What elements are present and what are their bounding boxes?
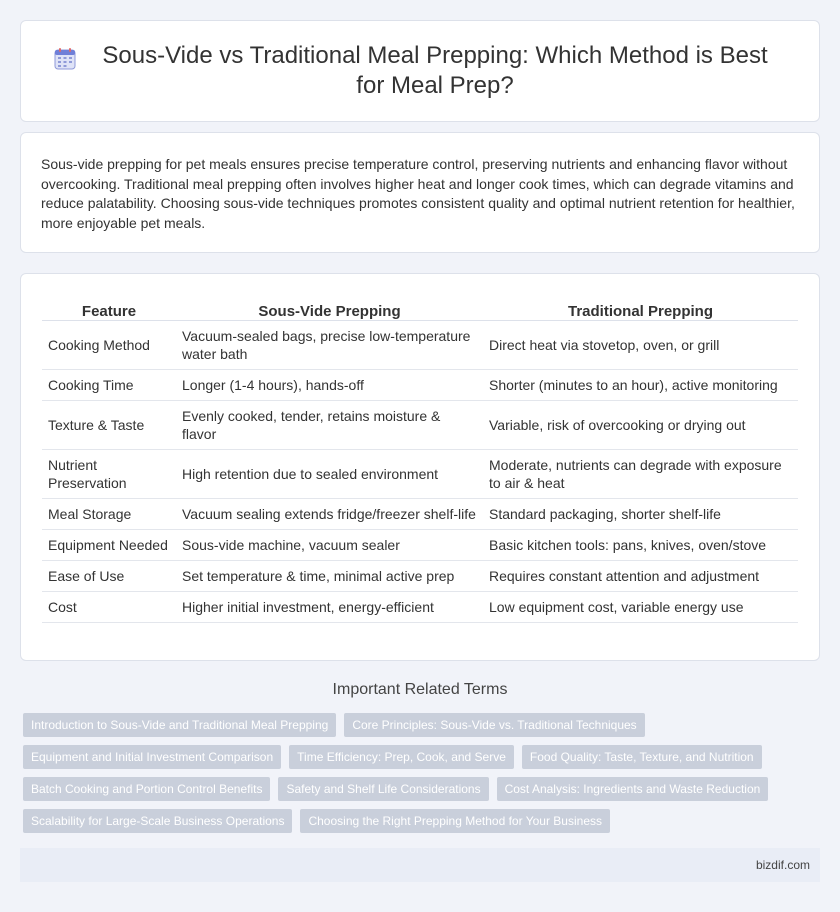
table-row: [42, 369, 798, 400]
related-term-link[interactable]: Choosing the Right Prepping Method for Your Business: [300, 809, 610, 833]
table-row: [42, 449, 798, 498]
tag-row: [23, 745, 823, 769]
table-header-row: [42, 296, 798, 320]
table-cell: Standard packaging, shorter shelf-life: [483, 498, 798, 529]
table-cell: Moderate, nutrients can degrade with exposure to air & heat: [483, 449, 798, 498]
table-cell: Requires constant attention and adjustment: [483, 560, 798, 591]
tag-row: [23, 713, 823, 737]
table-cell: Basic kitchen tools: pans, knives, oven/stove: [483, 529, 798, 560]
tag-row: [23, 809, 823, 833]
table-cell: Vacuum sealing extends fridge/freezer shelf-life: [176, 498, 483, 529]
table-row: [42, 498, 798, 529]
related-term-link[interactable]: Scalability for Large-Scale Business Operations: [23, 809, 292, 833]
table-cell: Sous-vide machine, vacuum sealer: [176, 529, 483, 560]
table-cell: High retention due to sealed environment: [176, 449, 483, 498]
header-card: [20, 20, 820, 122]
related-term-link[interactable]: Introduction to Sous-Vide and Traditional Meal Prepping: [23, 713, 336, 737]
intro-text: Sous-vide prepping for pet meals ensures precise temperature control, preserving nutrients and enhancing flavor without overcooking. Traditional meal prepping often involves higher heat and longer cook times, which can degrade vitamins and reduce palatability. Choosing sous-vide techniques promotes consistent quality and optimal nutrient retention for healthier, more enjoyable pet meals.: [41, 156, 795, 231]
table-cell: Higher initial investment, energy-efficient: [176, 591, 483, 622]
table-cell: Cooking Time: [42, 369, 176, 400]
tag-row: [23, 777, 823, 801]
related-term-link[interactable]: Food Quality: Taste, Texture, and Nutrition: [522, 745, 762, 769]
table-cell: Cost: [42, 591, 176, 622]
related-terms-list: [23, 713, 823, 841]
table-cell: Set temperature & time, minimal active prep: [176, 560, 483, 591]
table-row: [42, 320, 798, 369]
table-cell: Evenly cooked, tender, retains moisture & flavor: [176, 400, 483, 449]
footer-site-link[interactable]: bizdif.com: [755, 858, 810, 872]
header-traditional: Traditional Prepping: [483, 296, 798, 320]
table-row: [42, 560, 798, 591]
table-cell: Shorter (minutes to an hour), active monitoring: [483, 369, 798, 400]
table-cell: Cooking Method: [42, 320, 176, 369]
table-cell: Ease of Use: [42, 560, 176, 591]
table-cell: Low equipment cost, variable energy use: [483, 591, 798, 622]
related-term-link[interactable]: Batch Cooking and Portion Control Benefits: [23, 777, 270, 801]
page-title: Sous-Vide vs Traditional Meal Prepping: Which Method is Best for Meal Prep?: [102, 42, 768, 99]
table-row: [42, 400, 798, 449]
table-cell: Equipment Needed: [42, 529, 176, 560]
table-row: [42, 591, 798, 622]
table-cell: Direct heat via stovetop, oven, or grill: [483, 320, 798, 369]
intro-card: [20, 132, 820, 253]
table-row: [42, 529, 798, 560]
table-cell: Meal Storage: [42, 498, 176, 529]
header-sous-vide: Sous-Vide Prepping: [176, 296, 483, 320]
table-cell: Vacuum-sealed bags, precise low-temperature water bath: [176, 320, 483, 369]
comparison-card: [20, 273, 820, 661]
header-feature: Feature: [42, 296, 176, 320]
table-cell: Longer (1-4 hours), hands-off: [176, 369, 483, 400]
comparison-table: [42, 296, 798, 623]
table-cell: Variable, risk of overcooking or drying out: [483, 400, 798, 449]
table-cell: Texture & Taste: [42, 400, 176, 449]
related-term-link[interactable]: Equipment and Initial Investment Comparison: [23, 745, 281, 769]
related-term-link[interactable]: Time Efficiency: Prep, Cook, and Serve: [289, 745, 514, 769]
related-terms-title: Important Related Terms: [332, 681, 508, 698]
related-term-link[interactable]: Cost Analysis: Ingredients and Waste Reduction: [497, 777, 769, 801]
footer: [20, 848, 820, 882]
table-cell: Nutrient Preservation: [42, 449, 176, 498]
related-term-link[interactable]: Core Principles: Sous-Vide vs. Traditional Techniques: [344, 713, 644, 737]
related-term-link[interactable]: Safety and Shelf Life Considerations: [278, 777, 488, 801]
